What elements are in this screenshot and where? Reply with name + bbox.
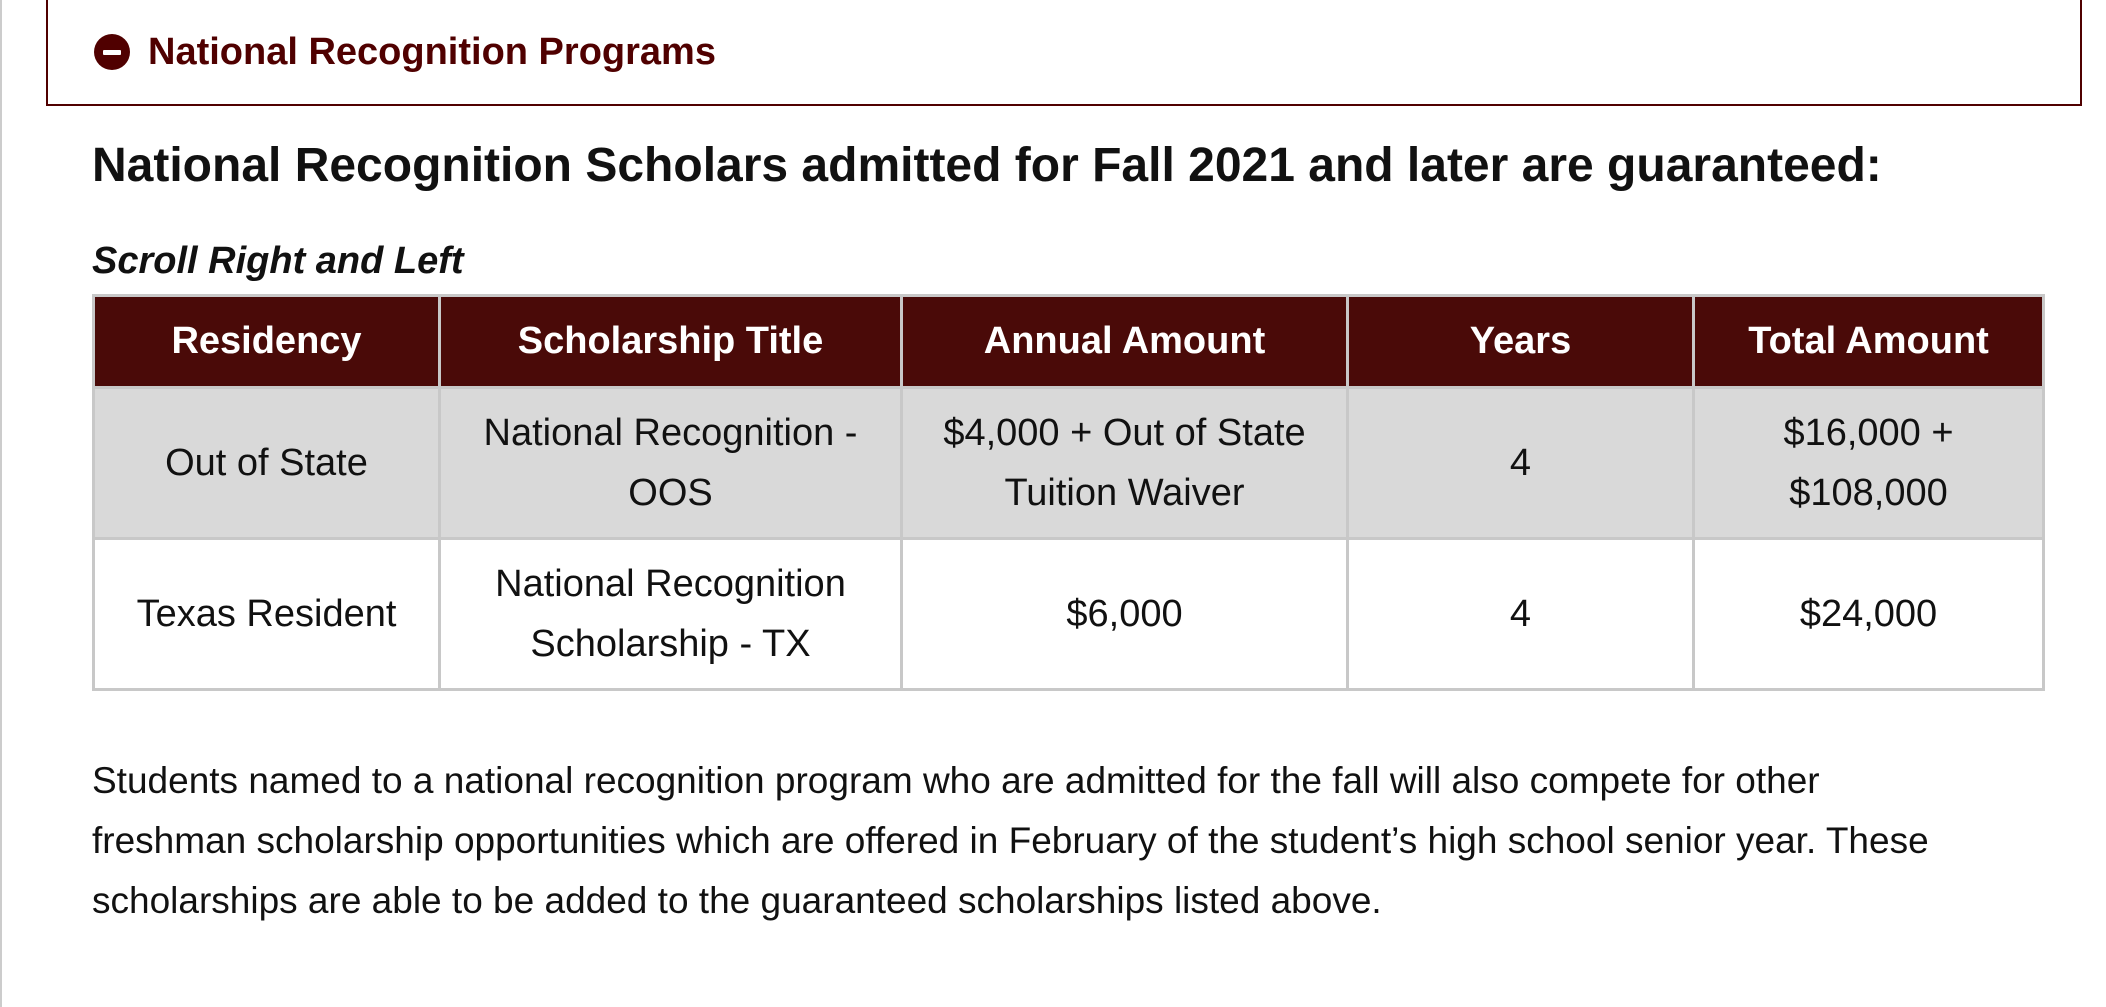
column-header-total-amount: Total Amount <box>1694 296 2044 388</box>
cell-years: 4 <box>1348 539 1694 690</box>
cell-residency: Texas Resident <box>94 539 440 690</box>
cell-scholarship-title <box>440 388 902 539</box>
section-heading: National Recognition Scholars admitted for Fall 2021 and later are guaranteed: <box>92 139 1882 192</box>
cell-text: $4,000 + Out of State <box>943 412 1306 454</box>
left-border <box>0 0 2 1007</box>
table-header-row <box>94 296 2044 388</box>
cell-text: $16,000 + <box>1783 412 1954 454</box>
accordion-header <box>46 0 2082 106</box>
info-paragraph <box>92 751 2042 931</box>
accordion-toggle[interactable] <box>94 31 716 74</box>
cell-text: Tuition Waiver <box>1004 472 1245 514</box>
cell-text: National Recognition <box>495 563 846 605</box>
minus-circle-icon[interactable] <box>94 34 130 70</box>
cell-total-amount: $24,000 <box>1694 539 2044 690</box>
table-row <box>94 388 2044 539</box>
cell-annual-amount <box>902 388 1348 539</box>
column-header-years: Years <box>1348 296 1694 388</box>
column-header-scholarship-title: Scholarship Title <box>440 296 902 388</box>
cell-text: OOS <box>628 472 713 514</box>
scroll-hint: Scroll Right and Left <box>92 240 464 282</box>
cell-annual-amount: $6,000 <box>902 539 1348 690</box>
column-header-annual-amount: Annual Amount <box>902 296 1348 388</box>
paragraph-line: Students named to a national recognition program who are admitted for the fall will also compete for other <box>92 760 1820 801</box>
cell-total-amount <box>1694 388 2044 539</box>
cell-years: 4 <box>1348 388 1694 539</box>
accordion-title[interactable]: National Recognition Programs <box>148 30 716 73</box>
paragraph-line: freshman scholarship opportunities which are offered in February of the student’s high school senior year. These <box>92 820 1929 861</box>
cell-text: National Recognition - <box>483 412 858 454</box>
cell-text: $108,000 <box>1789 472 1948 514</box>
table-row <box>94 539 2044 690</box>
column-header-residency: Residency <box>94 296 440 388</box>
cell-residency: Out of State <box>94 388 440 539</box>
cell-text: Scholarship - TX <box>530 623 811 665</box>
cell-scholarship-title <box>440 539 902 690</box>
scholarship-table[interactable] <box>92 294 2045 691</box>
paragraph-line: scholarships are able to be added to the guaranteed scholarships listed above. <box>92 880 1382 921</box>
